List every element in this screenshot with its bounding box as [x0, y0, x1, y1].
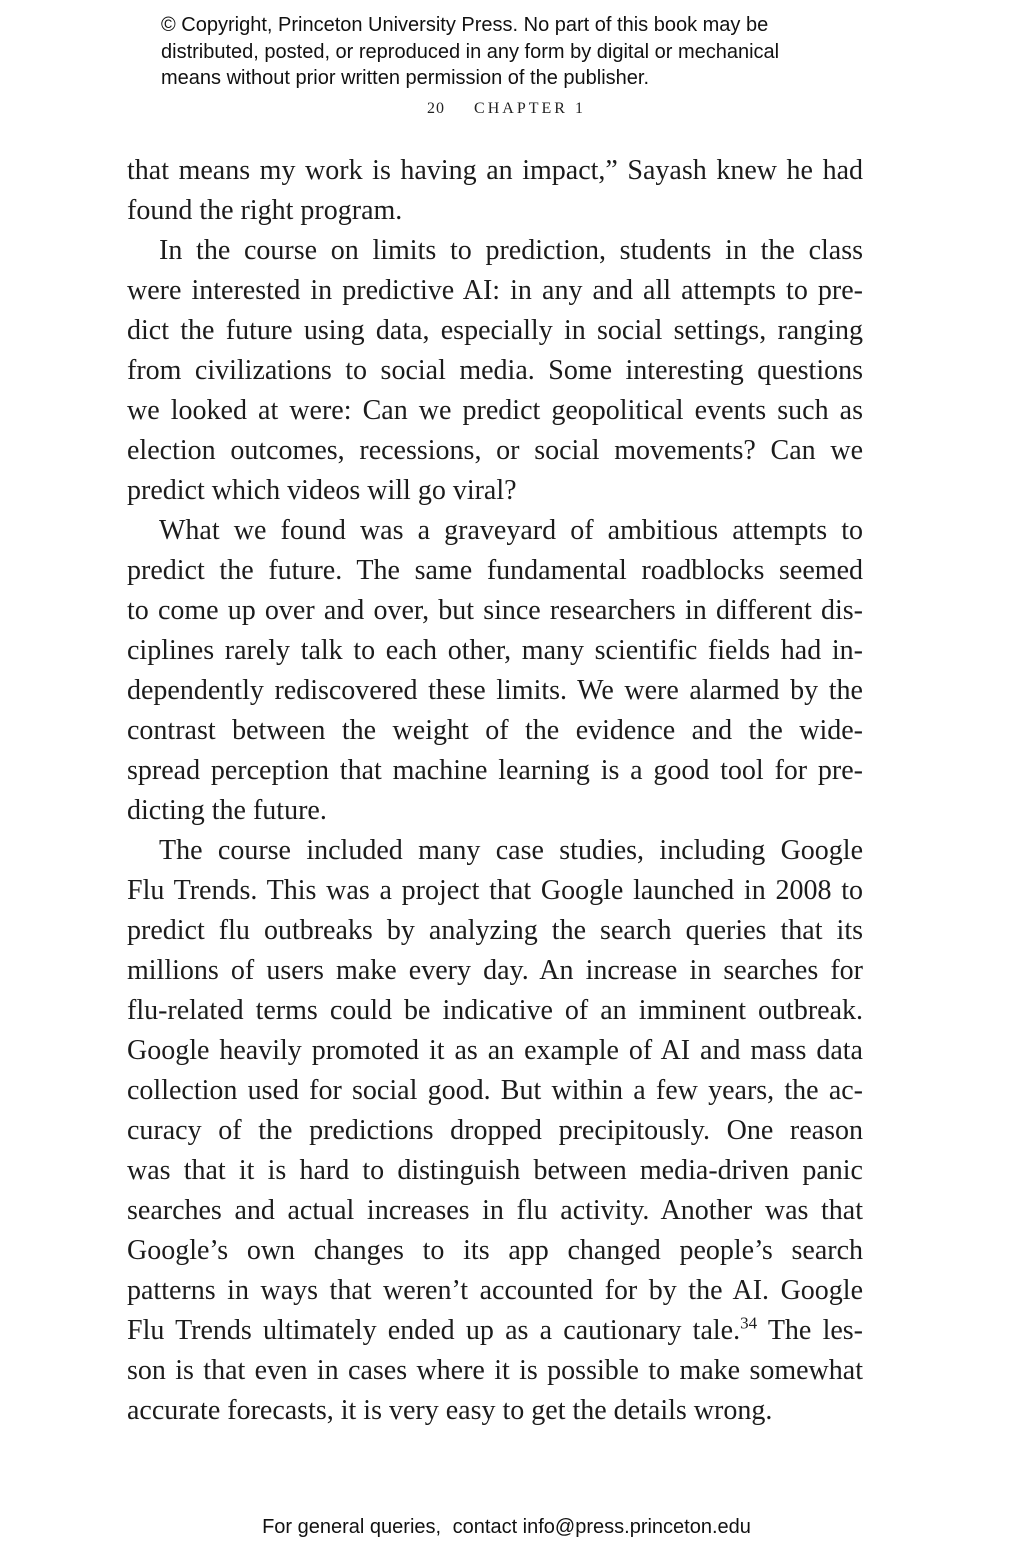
text-line: Flu Trends. This was a project that Google launched in 2008 to — [127, 875, 863, 906]
text-line: election outcomes, recessions, or social movements? Can we — [127, 435, 863, 466]
text-line: from civilizations to social media. Some interesting questions — [127, 355, 863, 386]
text-line: ciplines rarely talk to each other, many scientific fields had in- — [127, 635, 863, 666]
text-line: son is that even in cases where it is possible to make somewhat — [127, 1355, 863, 1386]
body-text — [127, 151, 863, 1431]
text-line: What we found was a graveyard of ambitious attempts to — [159, 515, 863, 546]
footnote-reference[interactable]: 34 — [740, 1313, 758, 1333]
text-segment: The les- — [757, 1315, 864, 1346]
text-line: was that it is hard to distinguish between media-driven panic — [127, 1155, 863, 1186]
paragraph — [127, 831, 863, 1431]
text-line: millions of users make every day. An increase in searches for — [127, 955, 863, 986]
text-line: patterns in ways that weren’t accounted for by the AI. Google — [127, 1275, 863, 1306]
footer — [0, 1516, 1013, 1539]
paragraph — [127, 231, 863, 511]
copyright-line: distributed, posted, or reproduced in any form by digital or mechanical — [161, 40, 780, 63]
text-line: contrast between the weight of the evidence and the wide- — [127, 715, 863, 746]
text-line: that means my work is having an impact,” Sayash knew he had — [127, 155, 863, 186]
text-line: curacy of the predictions dropped precipitously. One reason — [127, 1115, 863, 1146]
text-line: were interested in predictive AI: in any and all attempts to pre- — [127, 275, 863, 306]
copyright-line: © Copyright, Princeton University Press. No part of this book may be — [161, 14, 769, 36]
text-line: to come up over and over, but since researchers in different dis- — [127, 595, 863, 626]
text-line: In the course on limits to prediction, students in the class — [159, 235, 863, 266]
copyright-notice — [161, 12, 881, 92]
chapter-label: CHAPTER 1 — [474, 100, 586, 117]
text-line: predict which videos will go viral? — [127, 475, 517, 506]
text-line: accurate forecasts, it is very easy to get the details wrong. — [127, 1395, 773, 1426]
text-line: Google’s own changes to its app changed people’s search — [127, 1235, 863, 1266]
paragraph — [127, 151, 863, 231]
text-line: collection used for social good. But within a few years, the ac- — [127, 1075, 863, 1106]
text-line: dicting the future. — [127, 795, 327, 826]
paragraph — [127, 511, 863, 831]
running-head — [0, 100, 1013, 118]
footer-label: For general queries, — [262, 1516, 442, 1538]
text-segment: Flu Trends ultimately ended up as a cautionary tale. — [127, 1315, 741, 1346]
text-line: searches and actual increases in flu activity. Another was that — [127, 1195, 863, 1226]
text-line: Google heavily promoted it as an example of AI and mass data — [127, 1035, 863, 1066]
text-line: predict the future. The same fundamental roadblocks seemed — [127, 555, 863, 586]
text-line: found the right program. — [127, 195, 403, 226]
copyright-line: means without prior written permission of the publisher. — [161, 67, 650, 89]
text-line-with-footnote — [127, 1311, 863, 1351]
text-line: dict the future using data, especially in social settings, ranging — [127, 315, 863, 346]
text-line: dependently rediscovered these limits. We were alarmed by the — [127, 675, 863, 706]
page-number: 20 — [427, 100, 446, 117]
text-line: we looked at were: Can we predict geopolitical events such as — [127, 395, 863, 426]
text-line: predict flu outbreaks by analyzing the search queries that its — [127, 915, 863, 946]
text-line: spread perception that machine learning is a good tool for pre- — [127, 755, 863, 786]
text-line: The course included many case studies, including Google — [159, 835, 863, 866]
footer-contact[interactable]: contact info@press.princeton.edu — [452, 1516, 751, 1538]
text-line: flu-related terms could be indicative of an imminent outbreak. — [127, 995, 863, 1026]
